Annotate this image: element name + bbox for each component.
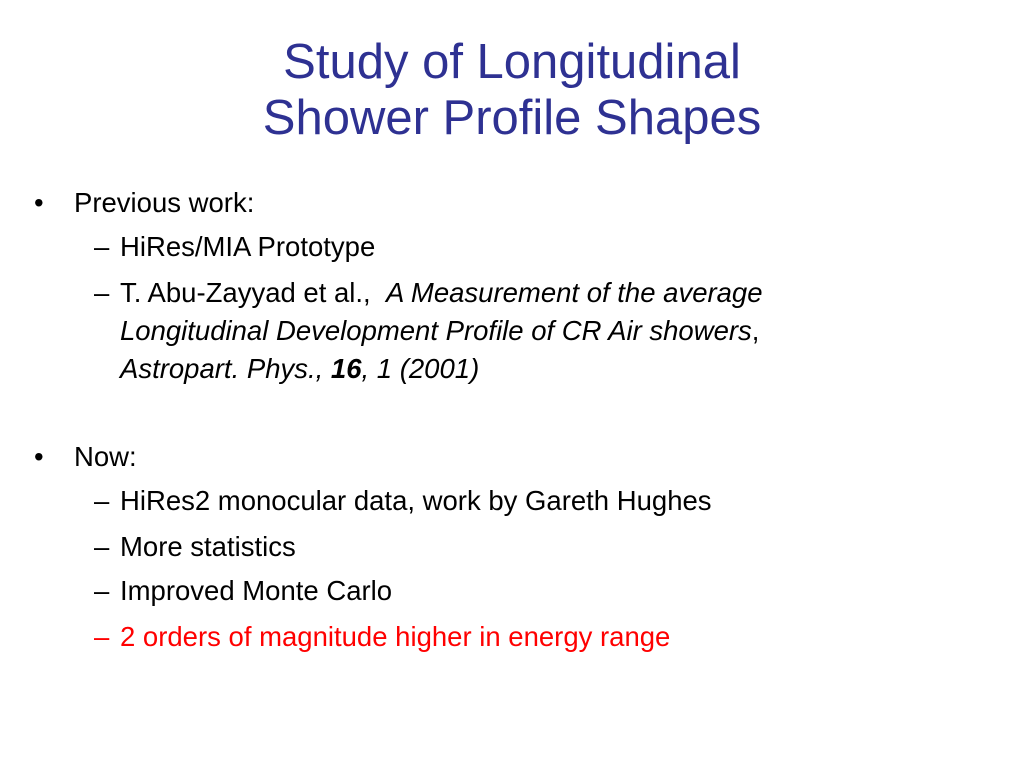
citation-title-part-2: Longitudinal Development Profile of CR Air showers [120,315,752,346]
now-heading: Now: [74,441,137,472]
dash-marker: – [94,277,110,308]
citation-volume: 16 [330,353,362,384]
bullet-marker: • [34,187,44,218]
citation-line-1 [120,276,763,310]
previous-work-heading: Previous work: [74,187,255,218]
dash-marker-highlight: – [94,621,110,652]
bullet-marker: • [34,441,44,472]
dash-marker: – [94,231,110,262]
citation-journal: Astropart. Phys., [120,353,324,384]
statistics-item: More statistics [120,531,296,562]
energy-range-item: 2 orders of magnitude higher in energy range [120,621,671,652]
citation-author: T. Abu-Zayyad et al., [120,277,371,308]
dash-marker: – [94,575,110,606]
monte-carlo-item: Improved Monte Carlo [120,575,393,606]
citation-line-3 [120,352,479,386]
hires2-item: HiRes2 monocular data, work by Gareth Hughes [120,485,712,516]
citation-line-2 [120,314,759,348]
citation-comma: , [751,315,760,346]
prototype-item: HiRes/MIA Prototype [120,231,376,262]
dash-marker: – [94,531,110,562]
dash-marker: – [94,485,110,516]
citation-pages-year: , 1 (2001) [361,353,480,384]
slide-title-line-1: Study of Longitudinal [283,35,741,89]
slide-title-line-2: Shower Profile Shapes [262,91,762,145]
citation-title-part-1: A Measurement of the average [385,277,763,308]
